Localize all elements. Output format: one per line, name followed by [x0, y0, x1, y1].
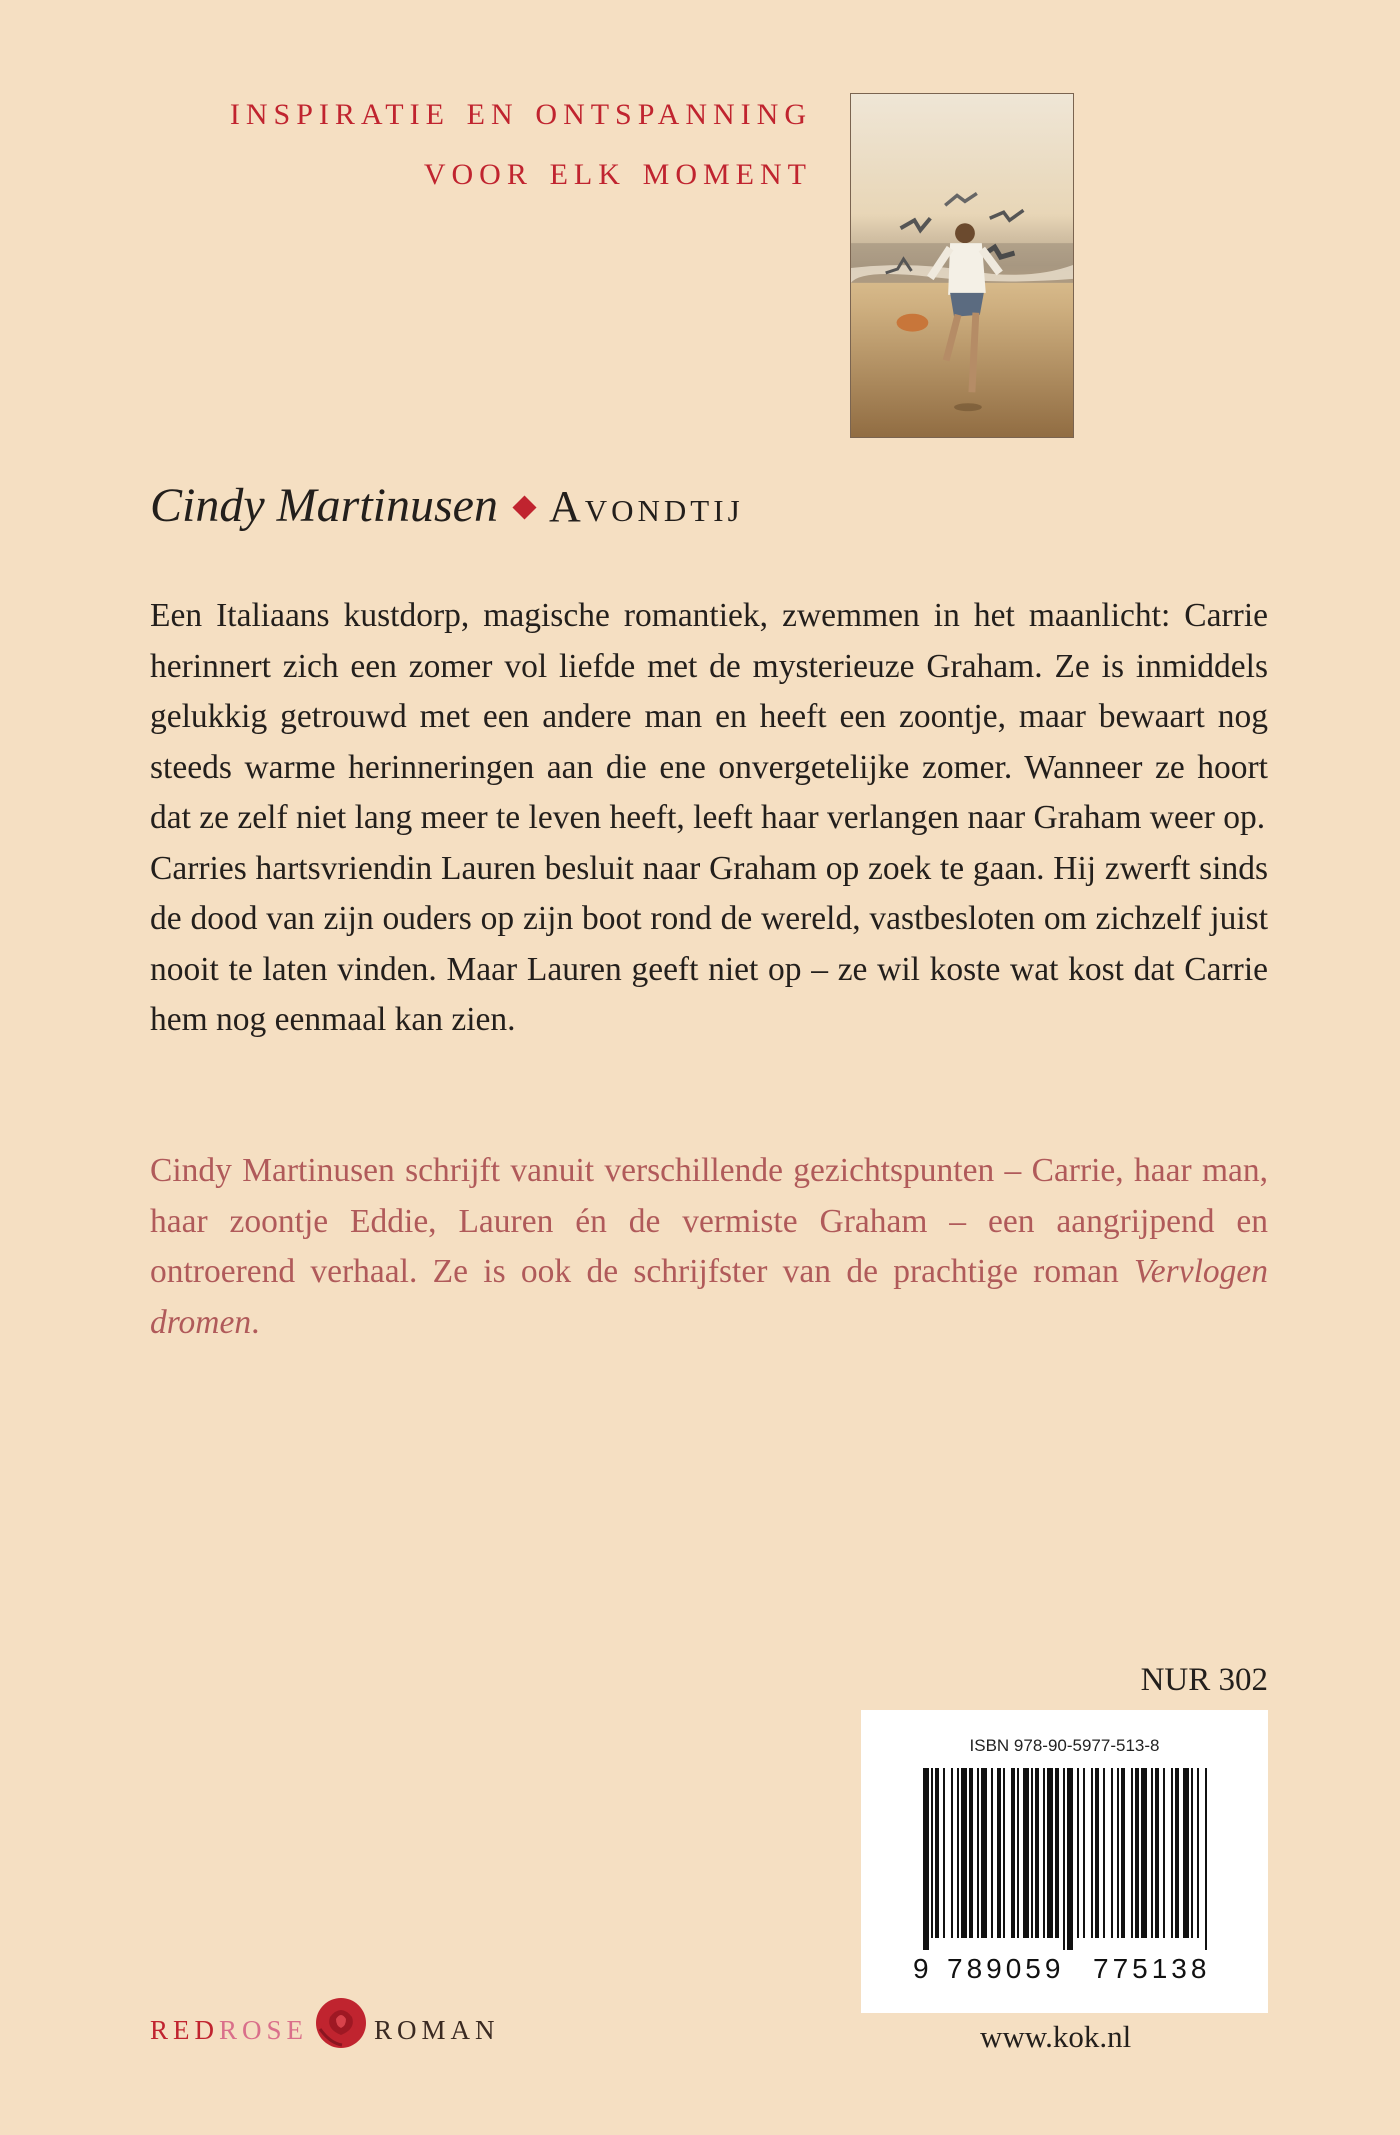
barcode-bar [1155, 1768, 1159, 1938]
barcode-bar [1047, 1768, 1053, 1938]
blurb-paragraph-1: Een Italiaans kustdorp, magische romantiek, zwemmen in het maanlicht: Carrie herinnert zich een zomer vol liefde met de mysterieuze Graham. Ze is inmiddels gelukkig getrouwd met een andere man en heeft een zoontje, maar bewaart nog steeds warme herinneringen aan die ene onvergetelijke zomer. Wanneer ze hoort dat ze zelf niet lang meer te leven heeft, leeft haar verlangen naar Graham weer op. [150, 597, 1268, 836]
barcode-bar [977, 1768, 979, 1938]
barcode-bar [1063, 1768, 1065, 1950]
author-title-line [150, 478, 744, 533]
cover-photo [850, 93, 1074, 438]
nur-code: NUR 302 [1140, 1662, 1268, 1698]
tagline-line-1: inspiratie en ontspanning [229, 87, 812, 134]
barcode-bar [991, 1768, 993, 1938]
barcode-digits-left: 789059 [947, 1953, 1065, 1984]
barcode-bar [935, 1768, 939, 1938]
author-name: Cindy Martinusen [150, 479, 498, 532]
isbn-label: ISBN 978-90-5977-513-8 [969, 1736, 1160, 1755]
barcode-bar [1017, 1768, 1019, 1938]
barcode-bar [957, 1768, 959, 1938]
barcode-bar [1171, 1768, 1173, 1938]
barcode-bar [961, 1768, 967, 1938]
barcode-bar [1191, 1768, 1193, 1938]
barcode-bar [1031, 1768, 1033, 1938]
barcode-bar [1175, 1768, 1179, 1938]
barcode-digit-first: 9 [913, 1953, 929, 1984]
author-note-book-title: Vervlogen dromen [150, 1253, 1268, 1341]
website-url: www.kok.nl [980, 2019, 1132, 2054]
brand-roman: roman [374, 2006, 500, 2048]
barcode-bar [981, 1768, 987, 1938]
author-note-text: Cindy Martinusen schrijft vanuit verschillende gezichtspunten – Carrie, haar man, haar zoontje Eddie, Lauren én de vermiste Graham – een aangrijpend en ontroerend verhaal. Ze is ook de schrijfster van de prachtige roman [150, 1152, 1268, 1290]
child-running-on-beach-with-seagulls-image [851, 94, 1073, 437]
barcode-bar [1003, 1768, 1005, 1938]
rose-flower-icon [312, 1995, 370, 2051]
barcode-bar [1135, 1768, 1139, 1938]
barcode-bar [1183, 1768, 1189, 1938]
barcode-bar [1131, 1768, 1133, 1938]
brand-red: red [150, 2006, 219, 2048]
barcode-bar [1067, 1768, 1073, 1950]
book-title: Avondtij [548, 482, 744, 531]
blurb [150, 591, 1268, 1046]
diamond-separator-icon [512, 495, 536, 519]
barcode-bar [1163, 1768, 1165, 1938]
barcode-bar [1197, 1768, 1199, 1938]
barcode-bar [1103, 1768, 1105, 1938]
barcode-bar [923, 1768, 929, 1950]
barcode-bar [1091, 1768, 1093, 1938]
tagline-line-2: voor elk moment [423, 147, 812, 194]
barcode-bar [951, 1768, 953, 1938]
barcode-bar [1111, 1768, 1113, 1938]
barcode-bar [1083, 1768, 1085, 1938]
barcode-bar [1011, 1768, 1015, 1938]
barcode-bar [997, 1768, 1001, 1938]
author-note [150, 1146, 1268, 1348]
barcode-bar [1095, 1768, 1099, 1938]
barcode-bar [1023, 1768, 1029, 1938]
barcode-bar [1077, 1768, 1079, 1938]
brand-rose: rose [219, 2006, 309, 2048]
barcode-bar [1117, 1768, 1119, 1938]
isbn-barcode [861, 1710, 1268, 2013]
barcode-bar [969, 1768, 973, 1938]
barcode-bar [1043, 1768, 1045, 1938]
barcode-digits-right: 775138 [1093, 1953, 1211, 1984]
barcode-bar [1205, 1768, 1207, 1950]
barcode-bars [861, 1710, 1268, 2013]
barcode-bar [1141, 1768, 1147, 1938]
barcode-bar [931, 1768, 933, 1938]
barcode-bar [943, 1768, 945, 1938]
blurb-paragraph-2: Carries hartsvriendin Lauren besluit naar Graham op zoek te gaan. Hij zwerft sinds de dood van zijn ouders op zijn boot rond de wereld, vastbesloten om zichzelf juist nooit te laten vinden. Maar Lauren geeft niet op – ze wil koste wat kost dat Carrie hem nog eenmaal kan zien. [150, 849, 1268, 1038]
barcode-bar [1151, 1768, 1153, 1938]
publisher-logo [150, 2005, 500, 2051]
barcode-bar [1035, 1768, 1039, 1938]
author-note-end: . [251, 1303, 260, 1341]
barcode-bar [1121, 1768, 1125, 1938]
barcode-bar [1055, 1768, 1059, 1938]
